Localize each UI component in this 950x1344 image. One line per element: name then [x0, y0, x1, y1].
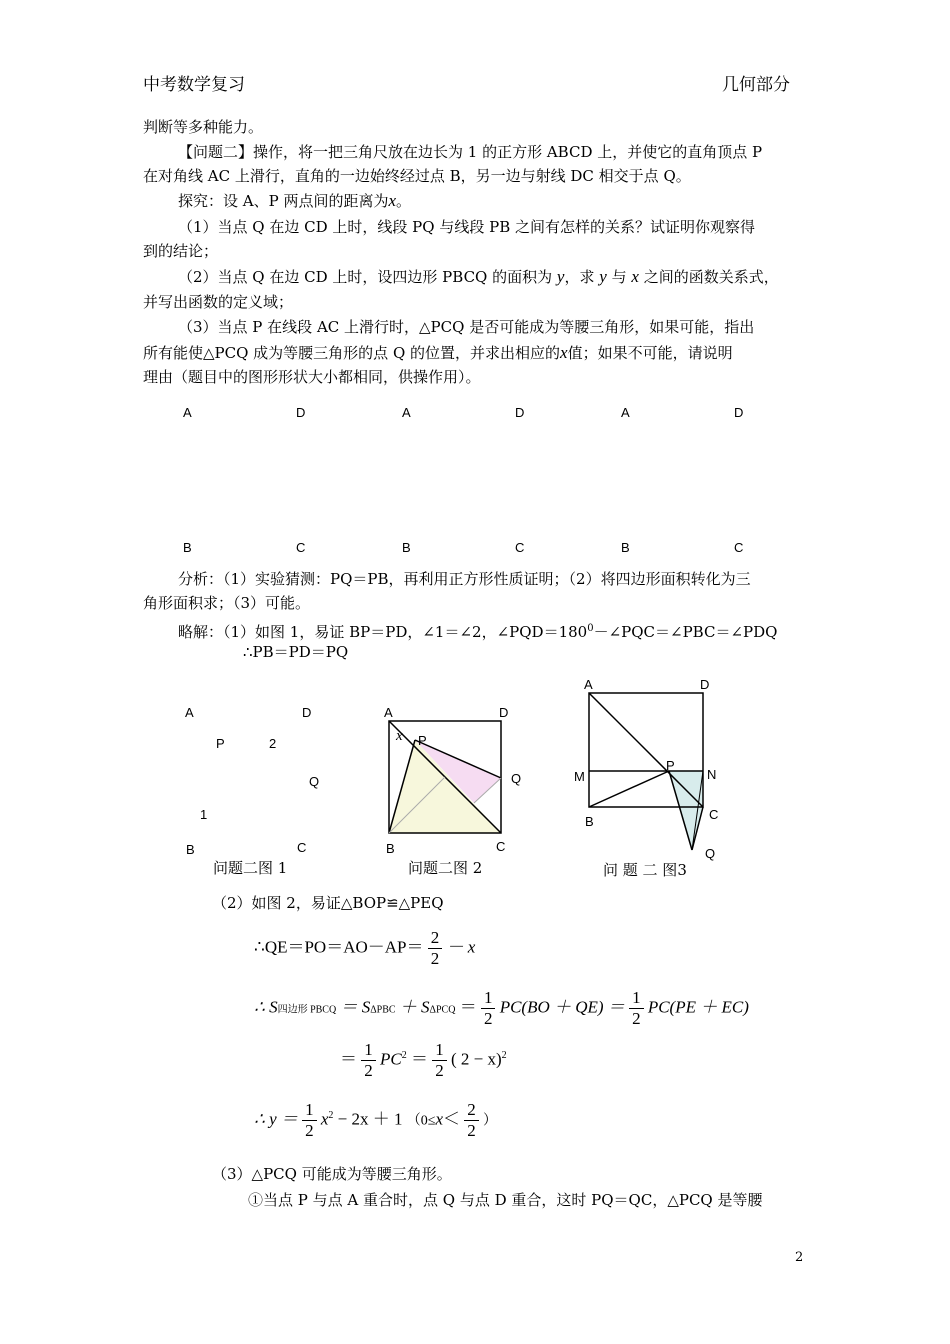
part2-line: （2）如图 2，易证△BOP≌△PEQ — [212, 894, 444, 912]
fig2-caption: 问题二图 2 — [408, 859, 483, 877]
square1-label-b: B — [183, 540, 192, 555]
square1-label-a: A — [183, 405, 192, 420]
solution-1b: ∴PB＝PD＝PQ — [243, 643, 349, 661]
part2-eq1: ∴QE＝PO＝AO－AP＝ $\frac{2}{2}$ － x — [254, 928, 476, 968]
question-3b: 所有能使△PCQ 成为等腰三角形的点 Q 的位置，并求出相应的x值；如果不可能，请说明 — [143, 343, 733, 362]
analysis-line-1: 分析：（1）实验猜测：PQ＝PB，再利用正方形性质证明；（2）将四边形面积转化为三 — [178, 570, 751, 588]
part2-eq3: ＝ $\frac{1}{2}$ $PC^2$ ＝ $\frac{1}{2}$ ( 2 − x)$^2$ — [340, 1040, 507, 1080]
question-3c: 理由（题目中的图形形状大小都相同，供操作用）。 — [143, 368, 481, 386]
fig3-label-m: M — [574, 769, 585, 784]
question-3a: （3）当点 P 在线段 AC 上滑行时，△PCQ 是否可能成为等腰三角形，如果可能，指出 — [178, 318, 755, 336]
fig3-caption: 问 题 二 图3 — [603, 861, 687, 879]
fig2-label-b: B — [386, 841, 395, 856]
fig3-label-a: A — [584, 677, 593, 692]
analysis-line-2: 角形面积求；（3）可能。 — [143, 594, 311, 612]
solution-1a: 略解：（1）如图 1，易证 BP＝PD，∠1＝∠2，$\angle PQD=180^0-\angle PQC=\angle PBC=\angle PDQ$ — [178, 623, 778, 641]
fig3-segment-pb — [589, 771, 669, 807]
fig2-label-x: x — [396, 728, 403, 744]
fig1-label-1: 1 — [200, 807, 208, 822]
fig1-label-b: B — [186, 842, 195, 857]
fig3-label-d: D — [700, 677, 710, 692]
fig2-label-p: P — [418, 733, 427, 748]
fig3-label-q: Q — [705, 846, 716, 861]
fig1-label-2: 2 — [269, 736, 277, 751]
fig2-label-a: A — [384, 705, 393, 720]
part3-line-1: （3）△PCQ 可能成为等腰三角形。 — [212, 1165, 452, 1183]
square2-label-a: A — [402, 405, 411, 420]
fig1-label-c: C — [297, 840, 307, 855]
fig1-label-d: D — [302, 705, 312, 720]
header-left: 中考数学复习 — [143, 75, 245, 95]
square1-label-d: D — [296, 405, 306, 420]
square2-label-d: D — [515, 405, 525, 420]
problem-line-3: 探究：设 A、P 两点间的距离为x。 — [178, 191, 412, 210]
fig3-label-c: C — [709, 807, 719, 822]
problem-line-1: 【问题二】操作，将一把三角尺放在边长为 1 的正方形 ABCD 上，并使它的直角顶点 P — [178, 143, 763, 161]
square3-label-b: B — [621, 540, 630, 555]
part2-eq2: ∴ S四边形 PBCQ ＝ SΔPBC ＋ SΔPCQ ＝ $\frac{1}{2}$ PC(BO ＋ QE) ＝ $\frac{1}{2}$ PC(PE ＋ EC) — [254, 988, 749, 1028]
fig1-label-q: Q — [309, 774, 320, 789]
question-1b: 到的结论； — [143, 242, 219, 260]
question-1a: （1）当点 Q 在边 CD 上时，线段 PQ 与线段 PB 之间有怎样的关系？试证明你观察得 — [178, 218, 755, 236]
fig1-label-p: P — [216, 736, 225, 751]
square3-label-d: D — [734, 405, 744, 420]
fig3-label-b: B — [585, 814, 594, 829]
problem-line-2: 在对角线 AC 上滑行，直角的一边始终经过点 B，另一边与射线 DC 相交于点 Q。 — [143, 167, 691, 185]
square3-label-c: C — [734, 540, 744, 555]
square3-label-a: A — [621, 405, 630, 420]
header-right: 几何部分 — [722, 75, 790, 95]
fig2-label-q: Q — [511, 771, 522, 786]
square1-label-c: C — [296, 540, 306, 555]
fig1-label-a: A — [185, 705, 194, 720]
part2-eq4: ∴ y ＝ $\frac{1}{2}$ $x^2 - 2x + 1$ （0≤x＜ $\frac{2}{2}$ ） — [254, 1100, 497, 1140]
square2-label-c: C — [515, 540, 525, 555]
fig3-label-p: P — [666, 758, 675, 773]
fig1-caption: 问题二图 1 — [213, 859, 288, 877]
square2-label-b: B — [402, 540, 411, 555]
intro-line: 判断等多种能力。 — [143, 118, 264, 136]
question-2a: （2）当点 Q 在边 CD 上时，设四边形 PBCQ 的面积为 y，求 y 与 x 之间的函数关系式， — [178, 267, 779, 286]
fig3-diagonal-ac — [589, 693, 703, 807]
fig3-drawing — [580, 684, 715, 856]
fig3-label-n: N — [707, 767, 717, 782]
question-2b: 并写出函数的定义域； — [143, 293, 294, 311]
part3-line-2: ①当点 P 与点 A 重合时，点 Q 与点 D 重合，这时 PQ＝QC，△PCQ 是等腰 — [248, 1191, 763, 1209]
page-number: 2 — [795, 1250, 804, 1265]
fig2-label-c: C — [496, 839, 506, 854]
fig2-label-d: D — [499, 705, 509, 720]
